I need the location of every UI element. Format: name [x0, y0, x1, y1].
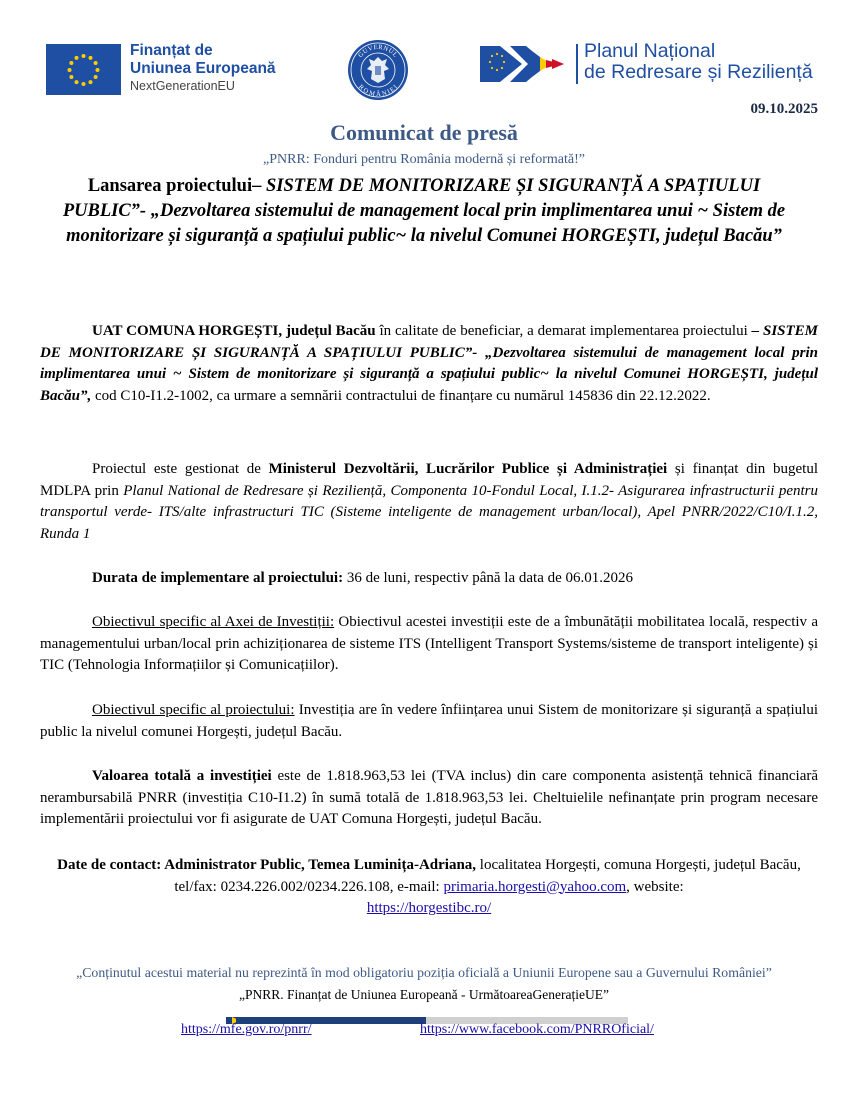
eu-logo-line3: NextGenerationEU	[130, 79, 235, 93]
eu-funding-logo	[46, 44, 286, 96]
pnrr-logo	[480, 42, 820, 88]
paragraph-text: și finanțat din bugetul MDLPA prin	[40, 461, 819, 499]
beneficiary-name: UAT COMUNA HORGEȘTI, județul Bacău	[92, 323, 376, 339]
facebook-pnrr-link[interactable]: https://www.facebook.com/PNRROficial/	[420, 1022, 654, 1037]
project-objective-label: Obiectivul specific al proiectului:	[92, 702, 295, 718]
project-objective-text: Investiția are în vedere înființarea unui Sistem de monitorizare și siguranță a spațiului public la nivelul comunei Horgești, județul Bacău.	[40, 702, 818, 740]
paragraph-text: cod C10-I1.2-1002, ca urmare a semnării contractului de finanțare cu numărul 145836 din 22.12.2022.	[91, 387, 711, 404]
paragraph-beneficiary	[40, 321, 818, 407]
contact-website-link[interactable]: https://horgestibc.ro/	[366, 900, 492, 917]
headline-project-name: SISTEM DE MONITORIZARE ȘI SIGURANȚĂ A SPAȚIULUI PUBLIC”- „Dezvoltarea sistemului de management local prin implimentarea unui ~ Sistem de monitorizare și siguranță a spațiului public~ la nivelul Comunei HORGEȘTI, județul Bacău”	[62, 176, 786, 246]
paragraph-text: Proiectul este gestionat de	[92, 461, 269, 477]
seal-text-bottom: ROMÂNIEI	[356, 83, 400, 99]
document-date: 09.10.2025	[750, 101, 818, 117]
pnrr-logo-line2: de Redresare și Reziliență	[584, 61, 813, 83]
eu-logo-line1: Finanțat de	[130, 42, 213, 59]
footer-disclaimer: „Conținutul acestui material nu reprezintă în mod obligatoriu poziția oficială a Uniunii Europene sau a Guvernului României”	[76, 965, 772, 980]
seal-text-top: GUVERNUL	[357, 43, 399, 60]
investment-value-text: este de 1.818.963,53 lei (TVA inclus) din care componenta asistență tehnică financiară nerambursabilă PNRR (investiția C10-I1.2) în sumă totală de 1.818.963,53 lei. Cheltuielile nefinanțate prin program necesare implementării proiectului vor fi asigurate de UAT Comuna Horgești, județul Bacău.	[40, 768, 819, 828]
pnrr-logo-divider	[576, 44, 578, 84]
eu-logo-line2: Uniunea Europeană	[130, 60, 276, 77]
paragraph-duration	[40, 568, 818, 590]
funding-program: Planul National de Redresare și Reziliență, Componenta 10-Fondul Local, I.1.2- Asigurarea infrastructurii pentru transportul verde- ITS/alte infrastructuri TIC (Sisteme inteligente de management urban/local), Apel PNRR/2022/C10/I.1.2, Runda 1	[40, 482, 818, 542]
pnrr-logo-line1: Planul Național	[584, 40, 716, 62]
project-headline	[60, 174, 788, 249]
government-seal-icon	[347, 39, 409, 101]
ministry-name: Ministerul Dezvoltării, Lucrărilor Publice și Administrației	[268, 461, 668, 477]
contact-email-link[interactable]: primaria.horgesti@yahoo.com	[443, 878, 627, 895]
paragraph-investment-value	[40, 766, 818, 831]
investment-value-label: Valoarea totală a investiției	[92, 768, 272, 784]
duration-label: Durata de implementare al proiectului:	[92, 570, 344, 586]
contact-text: , website:	[626, 878, 684, 895]
paragraph-axis-objective	[40, 612, 818, 677]
project-name: – SISTEM DE MONITORIZARE ȘI SIGURANȚĂ A SPAȚIULUI PUBLIC”- „Dezvoltarea sistemului de management local prin implimentarea unui ~ Sistem de monitorizare și siguranță a spațiului public~ la nivelul Comunei HORGEȘTI, județul Bacău”,	[40, 323, 819, 404]
page-title: Comunicat de presă	[330, 120, 518, 145]
pnrr-progress-bar-icon	[226, 1011, 628, 1018]
duration-value: 36 de luni, respectiv până la data de 06.01.2026	[343, 570, 634, 586]
eu-flag-icon	[46, 44, 121, 95]
paragraph-project-objective	[40, 700, 818, 743]
contact-person: Date de contact: Administrator Public, Temea Luminița-Adriana,	[57, 857, 477, 873]
pnrr-arrows-icon	[480, 42, 572, 86]
headline-lead: Lansarea proiectului–	[87, 176, 266, 196]
contact-text: localitatea Horgești, comuna Horgești, județul Bacău, tel/fax: 0234.226.002/0234.226.108, e-mail:	[174, 857, 801, 895]
contact-info	[40, 855, 818, 920]
axis-objective-text: Obiectivul acestei investiții este de a îmbunătății mobilitatea locală, respectiv a managementului urban/local prin achiziționarea de sisteme ITS (Intelligent Transport Systems/sisteme de transport inteligente) și TIC (Tehnologia Informațiilor și Comunicațiilor).	[40, 614, 818, 674]
mfe-pnrr-link[interactable]: https://mfe.gov.ro/pnrr/	[181, 1022, 312, 1037]
axis-objective-label: Obiectivul specific al Axei de Investiții:	[92, 614, 335, 630]
page-subtitle: „PNRR: Fonduri pentru România modernă și reformată!”	[263, 152, 585, 167]
paragraph-management	[40, 459, 818, 545]
paragraph-text: în calitate de beneficiar, a demarat implementarea proiectului	[375, 323, 752, 339]
footer-tagline: „PNRR. Finanțat de Uniunea Europeană - UrmătoareaGenerațieUE”	[239, 987, 609, 1002]
